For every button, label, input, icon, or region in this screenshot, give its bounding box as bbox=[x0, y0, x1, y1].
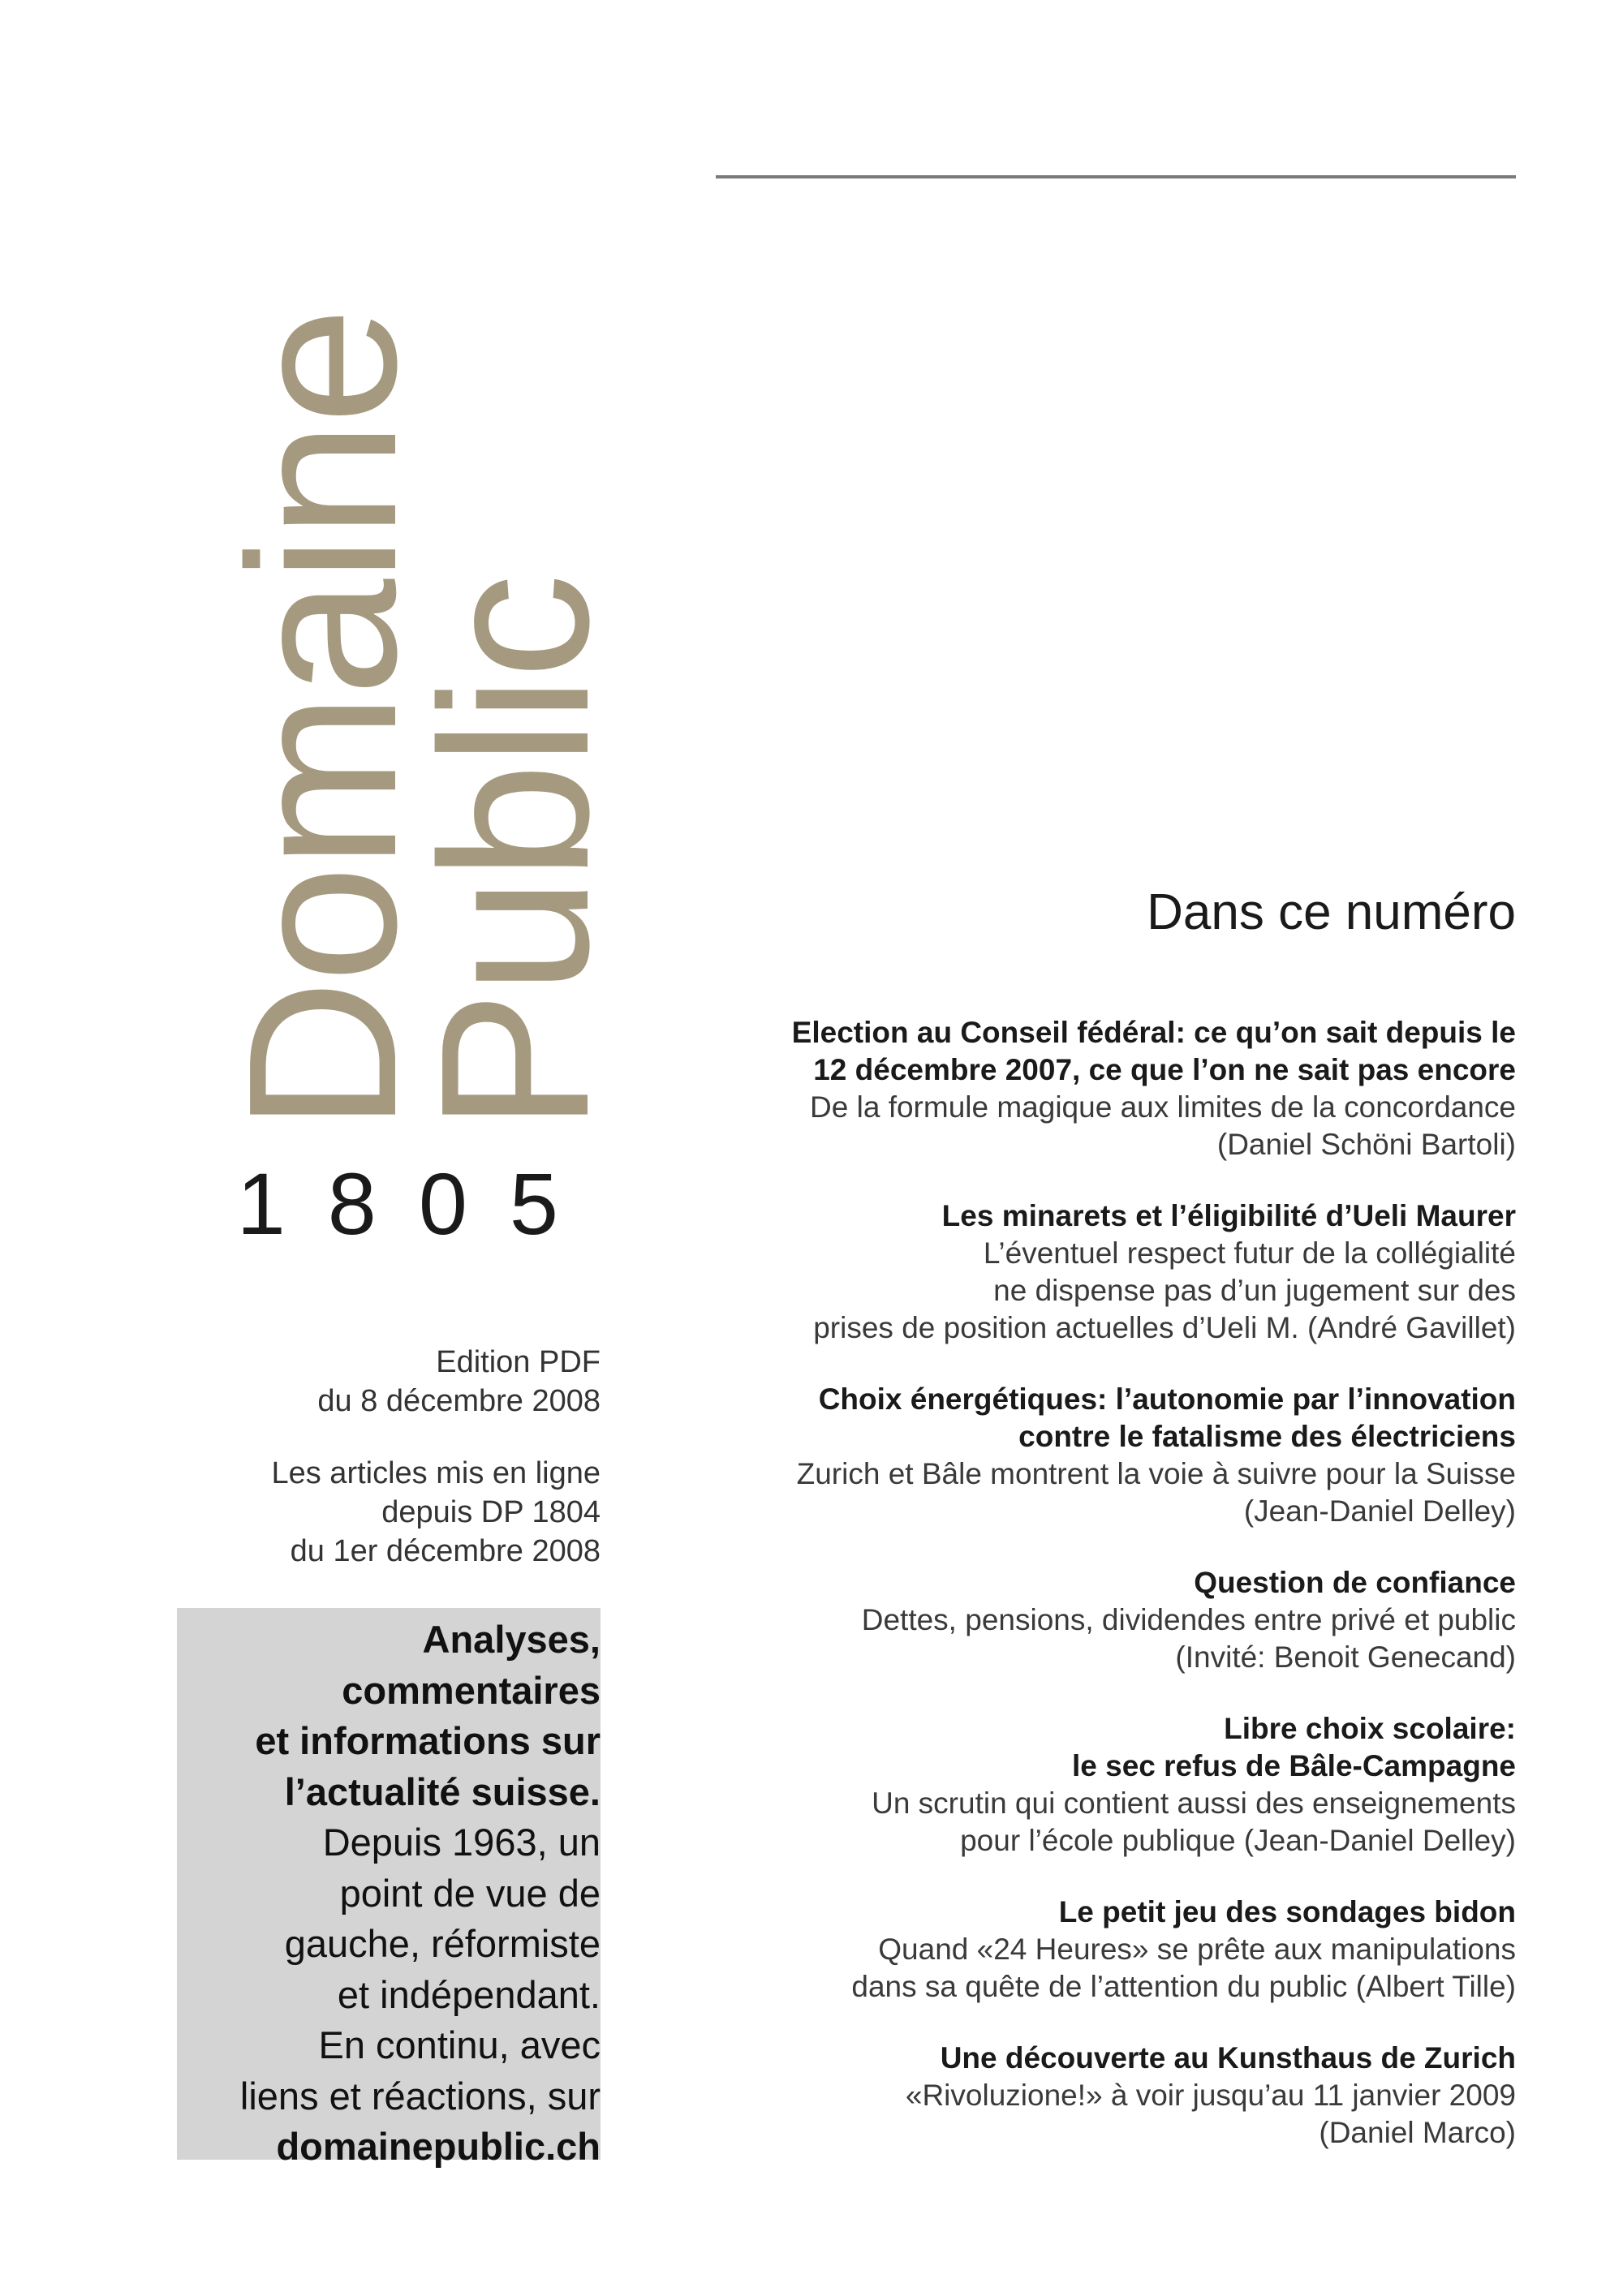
tagline-line: point de vue de bbox=[339, 1871, 601, 1915]
toc-item-title[interactable] bbox=[698, 1894, 1516, 1931]
toc-item-title[interactable] bbox=[698, 1710, 1516, 1785]
toc-title-line[interactable]: Election au Conseil fédéral: ce qu’on sait depuis le bbox=[791, 1016, 1516, 1049]
masthead-title-public: Public bbox=[398, 576, 633, 1132]
toc-title-line[interactable]: 12 décembre 2007, ce que l’on ne sait pas encore bbox=[813, 1053, 1516, 1086]
tagline-line: liens et réactions, sur bbox=[239, 2074, 601, 2118]
toc-item[interactable] bbox=[698, 1381, 1516, 1530]
toc-desc-line: prises de position actuelles d’Ueli M. (André Gavillet) bbox=[813, 1311, 1516, 1344]
toc-item[interactable] bbox=[698, 1564, 1516, 1676]
toc-item-description bbox=[698, 2077, 1516, 2152]
tagline-line: et indépendant. bbox=[337, 1972, 601, 2016]
toc-desc-line: De la formule magique aux limites de la concordance bbox=[810, 1090, 1516, 1124]
toc-desc-line: ne dispense pas d’un jugement sur des bbox=[993, 1274, 1516, 1307]
toc-item-title[interactable] bbox=[698, 1381, 1516, 1455]
edition-format: Edition PDF bbox=[436, 1345, 601, 1379]
top-divider bbox=[716, 175, 1516, 178]
tagline-bold-line: commentaires bbox=[342, 1668, 601, 1712]
toc-title-line[interactable]: Une découverte au Kunsthaus de Zurich bbox=[940, 2041, 1516, 2075]
toc-desc-line: (Daniel Marco) bbox=[1319, 2116, 1516, 2149]
toc-item[interactable] bbox=[698, 1014, 1516, 1163]
tagline-bold-line: l’actualité suisse. bbox=[284, 1769, 601, 1813]
toc-title-line[interactable]: contre le fatalisme des électriciens bbox=[1018, 1420, 1516, 1453]
toc-desc-line: Quand «24 Heures» se prête aux manipulations bbox=[878, 1933, 1516, 1966]
masthead-title-domaine: Domaine bbox=[205, 310, 441, 1132]
issue-number: 1805 bbox=[236, 1154, 601, 1253]
toc-title-line[interactable]: Question de confiance bbox=[1194, 1566, 1516, 1599]
toc-item-title[interactable] bbox=[698, 1197, 1516, 1235]
toc-item-title[interactable] bbox=[698, 1014, 1516, 1089]
toc-title-line[interactable]: Choix énergétiques: l’autonomie par l’innovation bbox=[818, 1382, 1516, 1416]
tagline-bold-line: Analyses, bbox=[422, 1618, 601, 1661]
toc-item-description bbox=[698, 1089, 1516, 1163]
tagline-line: En continu, avec bbox=[318, 2023, 601, 2066]
toc-title-line[interactable]: Les minarets et l’éligibilité d’Ueli Maurer bbox=[941, 1199, 1516, 1232]
toc-item-title[interactable] bbox=[698, 2040, 1516, 2077]
toc-item-title[interactable] bbox=[698, 1564, 1516, 1602]
online-articles-line-2: depuis DP 1804 bbox=[381, 1495, 601, 1529]
toc-desc-line: Zurich et Bâle montrent la voie à suivre pour la Suisse bbox=[796, 1457, 1516, 1490]
toc-desc-line: Un scrutin qui contient aussi des enseignements bbox=[872, 1786, 1516, 1820]
tagline-line: gauche, réformiste bbox=[284, 1922, 601, 1965]
toc-item-description bbox=[698, 1931, 1516, 2006]
edition-info bbox=[195, 1343, 601, 1421]
toc-item-description bbox=[698, 1785, 1516, 1860]
toc-desc-line: «Rivoluzione!» à voir jusqu’au 11 janvier 2009 bbox=[905, 2079, 1516, 2112]
edition-date: du 8 décembre 2008 bbox=[317, 1384, 601, 1418]
toc-desc-line: (Daniel Schöni Bartoli) bbox=[1216, 1128, 1516, 1161]
toc-item[interactable] bbox=[698, 1894, 1516, 2006]
toc-item[interactable] bbox=[698, 2040, 1516, 2152]
toc-item-description bbox=[698, 1235, 1516, 1347]
toc-desc-line: Dettes, pensions, dividendes entre privé et public bbox=[861, 1603, 1516, 1636]
toc-desc-line: L’éventuel respect futur de la collégialité bbox=[983, 1236, 1516, 1270]
toc-desc-line: (Jean-Daniel Delley) bbox=[1243, 1494, 1516, 1528]
website-link[interactable]: domainepublic.ch bbox=[276, 2125, 601, 2168]
toc-item-description bbox=[698, 1602, 1516, 1676]
toc-desc-line: pour l’école publique (Jean-Daniel Delley) bbox=[960, 1824, 1516, 1857]
toc-item-description bbox=[698, 1455, 1516, 1530]
toc-title-line[interactable]: le sec refus de Bâle-Campagne bbox=[1072, 1749, 1516, 1782]
toc-desc-line: (Invité: Benoit Genecand) bbox=[1175, 1640, 1516, 1674]
toc-item[interactable] bbox=[698, 1710, 1516, 1860]
online-articles-info bbox=[195, 1454, 601, 1571]
tagline-line: Depuis 1963, un bbox=[322, 1821, 601, 1864]
contents-heading: Dans ce numéro bbox=[1147, 884, 1516, 940]
online-articles-line-1: Les articles mis en ligne bbox=[271, 1456, 601, 1490]
tagline-box bbox=[177, 1608, 601, 2168]
toc-item[interactable] bbox=[698, 1197, 1516, 1347]
table-of-contents bbox=[698, 1014, 1516, 2186]
tagline-bold-line: et informations sur bbox=[255, 1719, 601, 1762]
toc-title-line[interactable]: Le petit jeu des sondages bidon bbox=[1058, 1895, 1516, 1928]
toc-desc-line: dans sa quête de l’attention du public (Albert Tille) bbox=[851, 1970, 1516, 2003]
toc-title-line[interactable]: Libre choix scolaire: bbox=[1224, 1712, 1516, 1745]
online-articles-line-3: du 1er décembre 2008 bbox=[290, 1534, 601, 1568]
